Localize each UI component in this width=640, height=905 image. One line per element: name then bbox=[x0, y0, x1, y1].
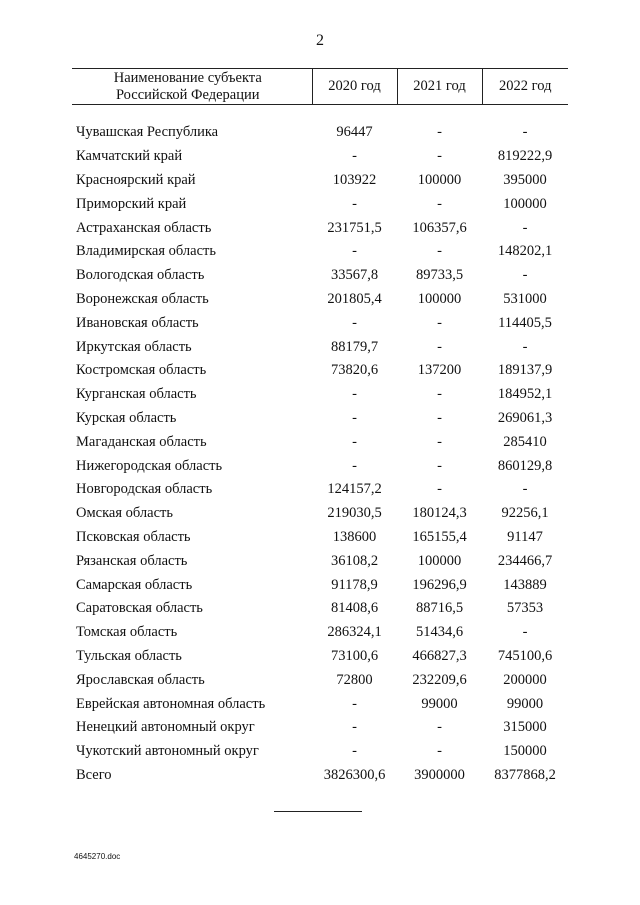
table-row bbox=[72, 502, 568, 526]
row-value-2020: - bbox=[352, 695, 357, 712]
row-value-2021: - bbox=[437, 386, 442, 403]
row-value-2022: - bbox=[522, 624, 528, 641]
row-value-2020: 3826300,6 bbox=[323, 766, 386, 783]
row-value-2022: 200000 bbox=[503, 671, 547, 688]
row-value-2021: 137200 bbox=[417, 362, 462, 379]
table-row bbox=[72, 764, 568, 788]
table-row bbox=[72, 692, 568, 716]
row-value-2021: 180124,3 bbox=[412, 505, 467, 522]
row-value-2022: 100000 bbox=[503, 195, 547, 212]
row-value-2022: 150000 bbox=[503, 743, 547, 760]
table-row bbox=[72, 216, 568, 240]
row-value-2022: 143889 bbox=[503, 576, 547, 593]
table-row bbox=[72, 264, 568, 288]
table-row bbox=[72, 526, 568, 550]
row-value-2021: - bbox=[437, 719, 442, 736]
row-value-2020: 72800 bbox=[336, 671, 373, 688]
table-header bbox=[72, 69, 568, 105]
row-value-2020: - bbox=[352, 386, 357, 403]
row-subject-name: Иркутская область bbox=[76, 338, 192, 355]
row-value-2022: 99000 bbox=[506, 695, 544, 712]
row-value-2022: 57353 bbox=[506, 600, 544, 617]
row-value-2021: 100000 bbox=[417, 290, 462, 307]
row-value-2021: - bbox=[437, 243, 442, 260]
row-subject-name: Чувашская Республика bbox=[76, 124, 219, 141]
row-value-2020: 88179,7 bbox=[330, 338, 379, 355]
row-subject-name: Чукотский автономный округ bbox=[76, 743, 259, 760]
row-subject-name: Всего bbox=[76, 766, 112, 783]
row-value-2020: - bbox=[352, 243, 357, 260]
table-row bbox=[72, 716, 568, 740]
row-subject-name: Приморский край bbox=[76, 195, 187, 212]
row-value-2020: 103922 bbox=[332, 171, 377, 188]
row-value-2022: - bbox=[522, 124, 528, 141]
row-value-2020: 286324,1 bbox=[327, 624, 382, 641]
allocation-table bbox=[72, 68, 568, 787]
end-of-document-rule bbox=[274, 811, 362, 812]
table-row bbox=[72, 621, 568, 645]
row-subject-name: Курская область bbox=[76, 409, 177, 426]
row-subject-name: Новгородская область bbox=[76, 481, 213, 498]
row-value-2020: 33567,8 bbox=[330, 267, 379, 284]
table-row bbox=[72, 597, 568, 621]
row-value-2020: 73100,6 bbox=[330, 647, 379, 664]
row-subject-name: Еврейская автономная область bbox=[76, 695, 266, 712]
row-value-2021: 196296,9 bbox=[412, 576, 467, 593]
row-value-2022: 315000 bbox=[503, 719, 547, 736]
table-row bbox=[72, 335, 568, 359]
row-value-2022: - bbox=[522, 338, 528, 355]
row-value-2021: 232209,6 bbox=[412, 671, 467, 688]
table-row bbox=[72, 169, 568, 193]
column-header-2021: 2021 год bbox=[397, 69, 482, 105]
row-value-2022: - bbox=[522, 219, 528, 236]
allocation-table-container bbox=[72, 68, 568, 787]
row-value-2022: 189137,9 bbox=[497, 362, 553, 379]
row-value-2022: 234466,7 bbox=[497, 552, 553, 569]
row-value-2022: 395000 bbox=[503, 171, 547, 188]
row-value-2021: 100000 bbox=[417, 552, 462, 569]
row-value-2020: 124157,2 bbox=[327, 481, 382, 498]
row-value-2022: - bbox=[522, 267, 528, 284]
row-value-2022: 531000 bbox=[503, 290, 547, 307]
table-row bbox=[72, 645, 568, 669]
row-value-2022: - bbox=[522, 481, 528, 498]
table-body bbox=[72, 105, 568, 788]
column-header-2020: 2020 год bbox=[312, 69, 397, 105]
table-row bbox=[72, 478, 568, 502]
row-subject-name: Магаданская область bbox=[76, 433, 207, 450]
row-subject-name: Тульская область bbox=[76, 647, 182, 664]
row-value-2020: 81408,6 bbox=[330, 600, 379, 617]
row-value-2021: - bbox=[437, 338, 442, 355]
page-number: 2 bbox=[316, 32, 324, 49]
row-value-2021: - bbox=[437, 743, 442, 760]
row-value-2020: 231751,5 bbox=[327, 219, 382, 236]
row-value-2022: 860129,8 bbox=[497, 457, 553, 474]
row-subject-name: Ярославская область bbox=[76, 671, 205, 688]
row-value-2022: 8377868,2 bbox=[494, 766, 556, 783]
row-subject-name: Ивановская область bbox=[76, 314, 199, 331]
row-value-2022: 148202,1 bbox=[497, 243, 553, 260]
row-value-2020: - bbox=[352, 148, 357, 165]
table-row bbox=[72, 145, 568, 169]
table-row bbox=[72, 359, 568, 383]
row-value-2021: - bbox=[437, 124, 442, 141]
row-value-2020: - bbox=[352, 743, 357, 760]
row-value-2021: 3900000 bbox=[414, 766, 465, 783]
row-value-2022: 269061,3 bbox=[497, 409, 553, 426]
row-value-2021: - bbox=[437, 314, 442, 331]
row-subject-name: Астраханская область bbox=[76, 219, 212, 236]
table-row bbox=[72, 668, 568, 692]
row-value-2021: - bbox=[437, 433, 442, 450]
row-value-2022: 91147 bbox=[507, 528, 543, 545]
row-value-2021: 466827,3 bbox=[412, 647, 467, 664]
row-subject-name: Воронежская область bbox=[76, 290, 209, 307]
table-row bbox=[72, 240, 568, 264]
row-value-2021: 51434,6 bbox=[415, 624, 464, 641]
row-value-2020: - bbox=[352, 409, 357, 426]
row-value-2020: 91178,9 bbox=[331, 576, 378, 593]
table-row bbox=[72, 383, 568, 407]
column-header-subject-line1: Наименование субъекта bbox=[113, 69, 262, 86]
column-header-subject bbox=[72, 69, 312, 105]
row-value-2021: - bbox=[437, 148, 442, 165]
row-subject-name: Нижегородская область bbox=[76, 457, 223, 474]
row-subject-name: Костромская область bbox=[76, 362, 207, 379]
row-value-2020: 138600 bbox=[332, 528, 377, 545]
row-value-2021: 99000 bbox=[421, 695, 458, 712]
row-value-2020: 96447 bbox=[336, 124, 373, 141]
row-subject-name: Красноярский край bbox=[76, 171, 196, 188]
column-header-subject-line2: Российской Федерации bbox=[115, 86, 260, 103]
row-value-2022: 92256,1 bbox=[501, 505, 549, 522]
row-value-2021: - bbox=[437, 195, 442, 212]
row-value-2020: 201805,4 bbox=[327, 290, 382, 307]
table-row bbox=[72, 121, 568, 145]
row-value-2020: 219030,5 bbox=[327, 505, 382, 522]
row-value-2021: - bbox=[437, 481, 442, 498]
row-subject-name: Вологодская область bbox=[76, 267, 205, 284]
row-subject-name: Камчатский край bbox=[76, 148, 183, 165]
table-row bbox=[72, 288, 568, 312]
row-value-2021: 106357,6 bbox=[412, 219, 467, 236]
table-row bbox=[72, 311, 568, 335]
table-row bbox=[72, 192, 568, 216]
column-header-2022: 2022 год bbox=[482, 69, 568, 105]
table-row bbox=[72, 407, 568, 431]
row-subject-name: Ненецкий автономный округ bbox=[76, 719, 255, 736]
row-value-2020: - bbox=[352, 457, 357, 474]
row-value-2020: - bbox=[352, 195, 357, 212]
row-subject-name: Самарская область bbox=[76, 576, 193, 593]
table-row bbox=[72, 430, 568, 454]
document-file-id: 4645270.doc bbox=[74, 852, 121, 861]
row-value-2020: 36108,2 bbox=[330, 552, 379, 569]
row-subject-name: Псковская область bbox=[76, 528, 191, 545]
row-value-2020: - bbox=[352, 719, 357, 736]
row-subject-name: Томская область bbox=[76, 624, 178, 641]
row-value-2021: 89733,5 bbox=[415, 267, 464, 284]
row-value-2022: 285410 bbox=[503, 433, 547, 450]
row-value-2020: - bbox=[352, 433, 357, 450]
row-value-2021: - bbox=[437, 457, 442, 474]
row-value-2020: 73820,6 bbox=[330, 362, 379, 379]
row-subject-name: Омская область bbox=[76, 505, 173, 522]
table-row bbox=[72, 740, 568, 764]
row-value-2022: 745100,6 bbox=[497, 647, 553, 664]
row-value-2020: - bbox=[352, 314, 357, 331]
table-row bbox=[72, 549, 568, 573]
row-subject-name: Владимирская область bbox=[76, 243, 216, 260]
row-value-2021: - bbox=[437, 409, 442, 426]
row-subject-name: Курганская область bbox=[76, 386, 197, 403]
row-subject-name: Рязанская область bbox=[76, 552, 188, 569]
row-value-2021: 100000 bbox=[417, 171, 462, 188]
row-subject-name: Саратовская область bbox=[76, 600, 203, 617]
row-value-2022: 114405,5 bbox=[498, 314, 552, 331]
row-value-2021: 165155,4 bbox=[412, 528, 467, 545]
table-row bbox=[72, 573, 568, 597]
row-value-2022: 819222,9 bbox=[497, 148, 553, 165]
table-row bbox=[72, 454, 568, 478]
row-value-2022: 184952,1 bbox=[497, 386, 553, 403]
row-value-2021: 88716,5 bbox=[415, 600, 464, 617]
